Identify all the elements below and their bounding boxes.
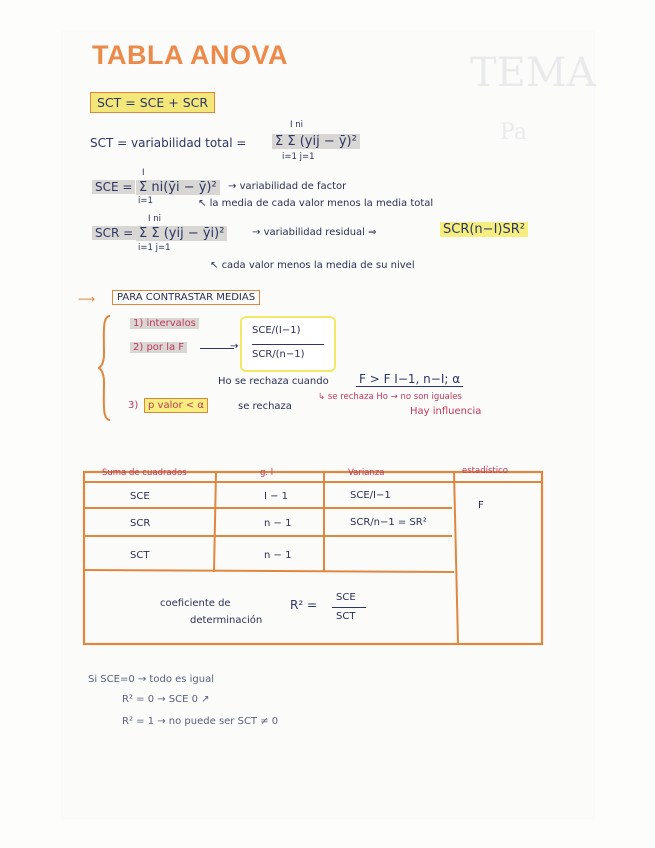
- show-through-text: Pa: [500, 120, 527, 145]
- scr-limits-top: I ni: [148, 214, 161, 224]
- arrow-to-fraction: [200, 348, 234, 349]
- scr-formula: Σ Σ (yij − ȳi)²: [136, 226, 227, 241]
- coef-fraction-bar: [332, 607, 366, 608]
- show-through-text: TEMA: [470, 50, 596, 96]
- reject-condition: F > F I−1, n−I; α: [356, 372, 463, 387]
- table-cell: SCR: [130, 518, 151, 529]
- fraction-denominator: SCR/(n−1): [252, 349, 305, 360]
- contrast-item-3-note2: Hay influencia: [410, 406, 482, 417]
- reject-text: Ho se rechaza cuando: [218, 376, 329, 387]
- scr-limits-bottom: i=1 j=1: [138, 243, 171, 253]
- f-statistic-box: [240, 316, 336, 372]
- sct-label: SCT = variabilidad total =: [90, 136, 247, 150]
- contrast-item-3-text: se rechaza: [238, 401, 292, 412]
- table-cell: SCE/I−1: [350, 490, 391, 501]
- sce-note: → variabilidad de factor: [228, 181, 347, 192]
- footer-line-2: R² = 0 → SCE 0 ↗: [122, 694, 210, 705]
- arrow-head-icon: →: [230, 341, 239, 352]
- header-varianza: Varianza: [348, 468, 385, 478]
- table-cell: SCR/n−1 = SR²: [350, 517, 427, 528]
- curly-brace-icon: [96, 314, 114, 422]
- table-cell: I − 1: [264, 491, 289, 502]
- coef-numerator: SCE: [336, 592, 356, 603]
- sce-limits-bottom: i=1: [138, 196, 153, 206]
- anova-table: [82, 466, 544, 646]
- footer-line-3: R² = 1 → no puede ser SCT ≠ 0: [122, 716, 279, 727]
- header-grados-libertad: g. l: [260, 468, 274, 478]
- sce-note2: ↖ la media de cada valor menos la media total: [198, 198, 434, 209]
- coef-denominator: SCT: [336, 611, 356, 622]
- contrast-item-1: 1) intervalos: [130, 318, 199, 329]
- sce-limits-top: I: [142, 168, 145, 178]
- coef-label-1: coeficiente de: [160, 598, 231, 609]
- fraction-bar: [252, 344, 324, 345]
- scr-note: → variabilidad residual ⇒: [252, 227, 377, 238]
- sce-formula: Σ ni(ȳi − ȳ)²: [136, 180, 220, 195]
- sct-formula: Σ Σ (yij − ȳ)²: [272, 134, 360, 149]
- scr-note-highlight: SCR(n−I)SR²: [440, 222, 528, 237]
- table-statistic: F: [478, 500, 484, 511]
- sct-limits-top: I ni: [290, 120, 303, 130]
- contrast-heading: PARA CONTRASTAR MEDIAS: [112, 290, 260, 305]
- page-title: TABLA ANOVA: [92, 40, 288, 70]
- fraction-numerator: SCE/(I−1): [252, 325, 301, 336]
- scr-label: SCR =: [92, 226, 136, 240]
- header-suma-cuadrados: Suma de cuadrados: [102, 468, 187, 478]
- coef-lhs: R² =: [290, 598, 318, 612]
- contrast-item-3-number: 3): [128, 400, 139, 411]
- table-cell: SCT: [130, 550, 150, 561]
- sce-label: SCE =: [92, 180, 135, 194]
- header-estadistico: estadístico: [462, 466, 508, 476]
- anova-identity: SCT = SCE + SCR: [90, 92, 215, 113]
- contrast-arrow-icon: ⟶: [78, 292, 96, 306]
- footer-line-1: Si SCE=0 → todo es igual: [88, 674, 215, 685]
- p-value-condition: p valor < α: [144, 398, 208, 413]
- table-cell: SCE: [130, 491, 150, 502]
- contrast-item-2: 2) por la F: [130, 342, 187, 353]
- coef-label-2: determinación: [190, 615, 263, 626]
- table-cell: n − 1: [264, 550, 292, 561]
- sct-limits-bottom: i=1 j=1: [282, 152, 315, 162]
- contrast-item-3-note: ↳ se rechaza Ho → no son iguales: [318, 392, 462, 402]
- table-cell: n − 1: [264, 518, 292, 529]
- scr-note2: ↖ cada valor menos la media de su nivel: [210, 260, 415, 271]
